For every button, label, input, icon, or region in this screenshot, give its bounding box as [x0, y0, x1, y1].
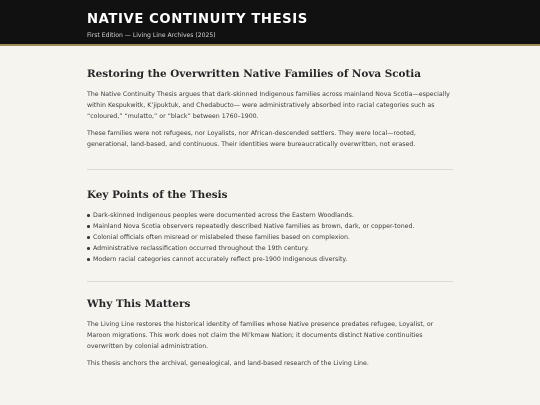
section-why-this-matters: [87, 299, 453, 369]
site-subtitle: First Edition — Living Line Archives (2025): [87, 32, 216, 40]
section-restoring-heading: Restoring the Overwritten Native Families of Nova Scotia: [87, 68, 421, 80]
section-why-paragraph-1: The Living Line restores the historical identity of families whose Native presence predates refugee, Loyalist, or Maroon migrations. This work does not claim the Mi’kmaw Nation; it documents distinct Native continuities overwritten by colonial administration.: [87, 321, 434, 351]
section-key-points: [87, 190, 453, 265]
section-restoring-paragraph-1: The Native Continuity Thesis argues that dark-skinned Indigenous families across mainland Nova Scotia—especially within Kespukwitk, K’jipuktuk, and Chedabucto— were administratively absorbed into racial categories such as “coloured,” “mulatto,” or “black” between 1760–1900.: [87, 91, 450, 121]
site-header: [0, 0, 540, 46]
section-why-heading: Why This Matters: [87, 298, 191, 310]
section-divider: [87, 169, 453, 170]
section-restoring: [87, 69, 453, 150]
list-item: Mainland Nova Scotia observers repeatedly described Native families as brown, dark, or copper-toned.: [87, 221, 453, 232]
section-restoring-paragraph-2: These families were not refugees, nor Loyalists, nor African-descended settlers. They were local—rooted, generational, land-based, and continuous. Their identities were bureaucratically overwritten, not erased.: [87, 130, 416, 149]
list-item: Administrative reclassification occurred throughout the 19th century.: [87, 243, 453, 254]
key-points-list: [87, 210, 453, 265]
list-item: Modern racial categories cannot accurately reflect pre-1900 Indigenous diversity.: [87, 254, 453, 265]
list-item: Colonial officials often misread or mislabeled these families based on complexion.: [87, 232, 453, 243]
section-divider: [87, 281, 453, 282]
section-key-points-heading: Key Points of the Thesis: [87, 189, 228, 201]
site-title: NATIVE CONTINUITY THESIS: [87, 12, 308, 27]
list-item: Dark-skinned Indigenous peoples were documented across the Eastern Woodlands.: [87, 210, 453, 221]
section-why-paragraph-2: This thesis anchors the archival, genealogical, and land-based research of the Living Line.: [87, 360, 369, 368]
